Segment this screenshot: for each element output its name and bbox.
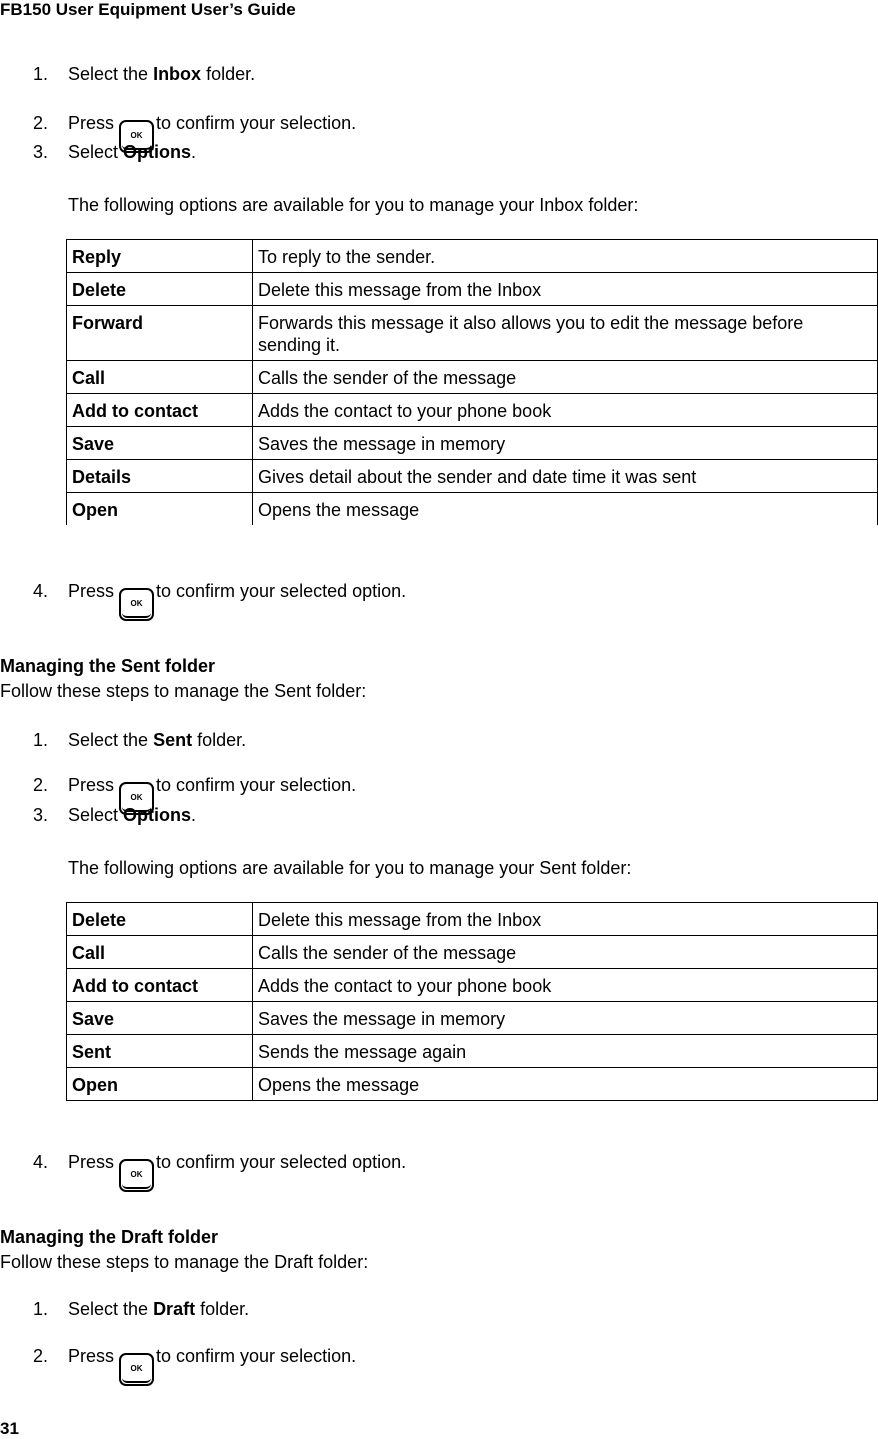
table-row (67, 273, 878, 306)
option-name: Add to contact (67, 969, 253, 1002)
sent-options-table (66, 902, 878, 1101)
option-name: Add to contact (67, 394, 253, 427)
page-number: 31 (0, 1419, 19, 1438)
option-desc: Saves the message in memory (253, 1002, 878, 1035)
step-text: PressOKto confirm your selected option. (68, 1151, 406, 1192)
step-number: 1. (33, 730, 49, 750)
step-text: PressOKto confirm your selection. (68, 112, 356, 153)
step-number: 1. (33, 1299, 49, 1319)
option-name: Save (67, 1002, 253, 1035)
option-name: Call (67, 361, 253, 394)
option-name: Sent (67, 1035, 253, 1068)
step-number: 4. (33, 1152, 49, 1172)
option-name: Reply (67, 240, 253, 273)
option-name: Details (67, 460, 253, 493)
option-name: Forward (67, 306, 253, 361)
step-text: Select the Sent folder. (68, 730, 247, 750)
document-header: FB150 User Equipment User’s Guide (0, 0, 296, 19)
sent-intro: The following options are available for you to manage your Sent folder: (68, 858, 632, 878)
option-desc: Opens the message (253, 493, 878, 526)
inbox-options-table (66, 239, 878, 525)
option-desc: Delete this message from the Inbox (253, 903, 878, 936)
option-desc: Sends the message again (253, 1035, 878, 1068)
ok-key-icon: OK (119, 1353, 154, 1386)
ok-key-icon: OK (119, 588, 154, 621)
section-lead: Follow these steps to manage the Sent folder: (0, 681, 367, 701)
ok-key-icon: OK (119, 120, 154, 153)
option-desc: To reply to the sender. (253, 240, 878, 273)
table-row (67, 240, 878, 273)
step-text: Select Options. (68, 142, 197, 162)
step-number: 4. (33, 581, 49, 601)
table-row (67, 1068, 878, 1101)
option-name: Delete (67, 273, 253, 306)
step-text: Select the Inbox folder. (68, 64, 256, 84)
table-row (67, 493, 878, 526)
step-text: PressOKto confirm your selection. (68, 1345, 356, 1386)
option-desc: Calls the sender of the message (253, 361, 878, 394)
option-desc: Adds the contact to your phone book (253, 969, 878, 1002)
option-desc: Saves the message in memory (253, 427, 878, 460)
option-desc: Opens the message (253, 1068, 878, 1101)
table-row (67, 361, 878, 394)
section-heading: Managing the Draft folder (0, 1227, 219, 1247)
table-row (67, 394, 878, 427)
table-row (67, 306, 878, 361)
step-number: 3. (33, 142, 49, 162)
option-name: Delete (67, 903, 253, 936)
table-row (67, 969, 878, 1002)
step-text: PressOKto confirm your selection. (68, 774, 356, 815)
table-row (67, 1002, 878, 1035)
option-name: Open (67, 493, 253, 526)
ok-key-icon: OK (119, 782, 154, 815)
section-lead: Follow these steps to manage the Draft folder: (0, 1252, 369, 1272)
step-number: 3. (33, 805, 49, 825)
step-text: Select Options. (68, 805, 197, 825)
option-name: Call (67, 936, 253, 969)
inbox-intro: The following options are available for you to manage your Inbox folder: (68, 195, 639, 215)
section-heading: Managing the Sent folder (0, 656, 216, 676)
step-number: 2. (33, 113, 49, 133)
option-desc: Forwards this message it also allows you to edit the message before sending it. (253, 306, 878, 361)
ok-key-icon: OK (119, 1159, 154, 1192)
option-desc: Delete this message from the Inbox (253, 273, 878, 306)
option-name: Save (67, 427, 253, 460)
option-desc: Gives detail about the sender and date time it was sent (253, 460, 878, 493)
option-name: Open (67, 1068, 253, 1101)
step-text: Select the Draft folder. (68, 1299, 250, 1319)
step-text: PressOKto confirm your selected option. (68, 580, 406, 621)
table-row (67, 936, 878, 969)
step-number: 2. (33, 775, 49, 795)
table-row (67, 903, 878, 936)
table-row (67, 1035, 878, 1068)
option-desc: Adds the contact to your phone book (253, 394, 878, 427)
table-row (67, 427, 878, 460)
table-row (67, 460, 878, 493)
step-number: 2. (33, 1346, 49, 1366)
step-number: 1. (33, 64, 49, 84)
option-desc: Calls the sender of the message (253, 936, 878, 969)
